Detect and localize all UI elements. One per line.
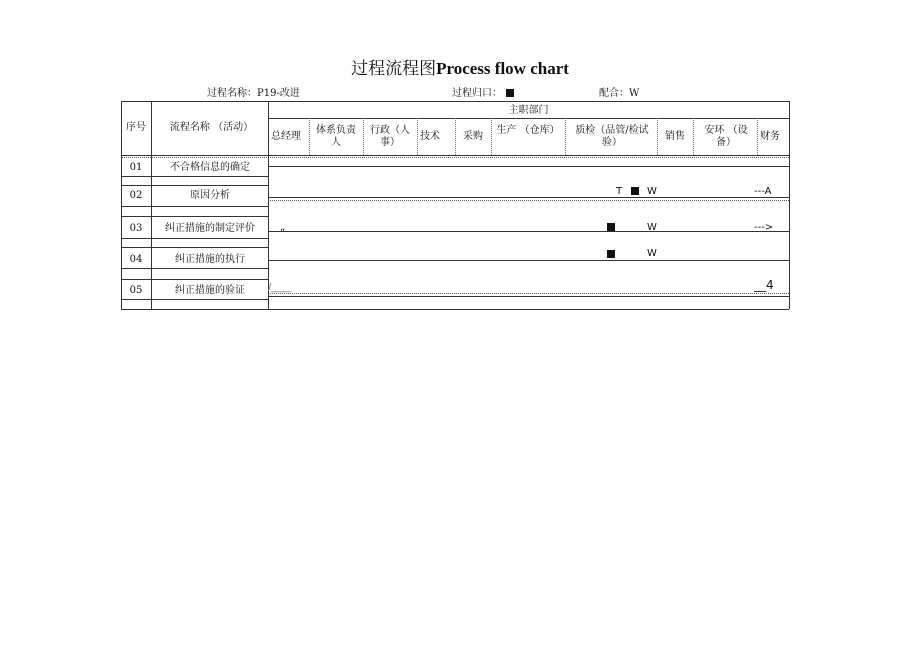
dept-col-border: [565, 118, 566, 155]
cooperate: 配合：W: [599, 88, 640, 99]
dept-purchase: 采购: [463, 131, 483, 142]
process-owner-label: 过程归口：: [452, 88, 502, 99]
row-sep: [121, 206, 268, 207]
group-header-line: [268, 118, 789, 119]
dept-production: 生产 （仓库）: [496, 125, 560, 136]
process-owner: [452, 84, 514, 99]
dept-safety: 安环 （设备）: [704, 125, 748, 148]
row-sep: [121, 247, 268, 248]
dept-col-border: [309, 118, 310, 155]
header-double-line: [121, 157, 789, 158]
dept-ceo: 总经理: [271, 131, 301, 142]
mark-slash: /____: [268, 282, 292, 293]
row-sep: [121, 279, 268, 280]
dept-line: [268, 296, 789, 297]
dept-line-dotted: [268, 200, 789, 201]
owner-square-icon: [506, 89, 514, 97]
row-seq: 05: [129, 285, 143, 296]
mark-w: W: [647, 222, 657, 233]
dept-finance: 财务: [760, 131, 780, 142]
row-sep: [121, 176, 268, 177]
dept-admin: 行政（人事）: [370, 125, 410, 148]
dept-line: [268, 197, 789, 198]
dept-line-dotted: [268, 293, 789, 294]
row-name: 不合格信息的确定: [170, 162, 250, 173]
mark-quote: „: [280, 222, 286, 233]
mark-t: T: [616, 186, 623, 197]
dept-tech: 技术: [420, 131, 440, 142]
header-seq: 序号: [126, 122, 146, 133]
row-sep: [121, 185, 268, 186]
row-seq: 01: [129, 162, 143, 173]
square-icon: [607, 223, 615, 235]
page-title: [0, 54, 920, 79]
dept-col-border: [363, 118, 364, 155]
row-sep: [121, 216, 268, 217]
row-seq: 03: [129, 223, 143, 234]
dept-quality: 质检（品管/检试验）: [575, 125, 649, 148]
dept-line: [268, 166, 789, 167]
title-cn: 过程流程图: [351, 59, 437, 79]
row-seq: 02: [129, 190, 143, 201]
row-seq: 04: [129, 254, 143, 265]
row-sep: [121, 238, 268, 239]
header-bottom-line: [121, 155, 789, 156]
process-name: 过程名称：P19-改进: [207, 88, 300, 99]
dept-col-border: [491, 118, 492, 155]
table-bottom-border: [121, 309, 789, 310]
dept-sales: 销售: [665, 131, 685, 142]
row-sep: [121, 268, 268, 269]
title-en: Process flow chart: [436, 59, 569, 78]
header-group: 主职部门: [508, 105, 549, 116]
mark-w: W: [647, 248, 657, 259]
dept-line: [268, 260, 789, 261]
row-name: 纠正措施的执行: [175, 254, 245, 265]
dept-col-border: [757, 118, 758, 155]
mark-end: __4: [754, 278, 774, 292]
col-border: [151, 101, 152, 309]
mark-arrow: ---A: [754, 186, 772, 197]
row-name: 纠正措施的制定评价: [165, 223, 255, 234]
header-name: 流程名称 （活动）: [169, 122, 254, 133]
dept-col-border: [693, 118, 694, 155]
mark-arrow: --->: [754, 222, 774, 233]
row-name: 纠正措施的验证: [175, 285, 245, 296]
dept-system-lead: 体系负责人: [316, 125, 356, 148]
mark-w: W: [647, 186, 657, 197]
table-top-border: [121, 101, 789, 102]
row-name: 原因分析: [190, 190, 230, 201]
square-icon: [631, 187, 639, 199]
dept-line: [268, 231, 789, 232]
row-sep: [121, 299, 268, 300]
square-icon: [607, 250, 615, 262]
